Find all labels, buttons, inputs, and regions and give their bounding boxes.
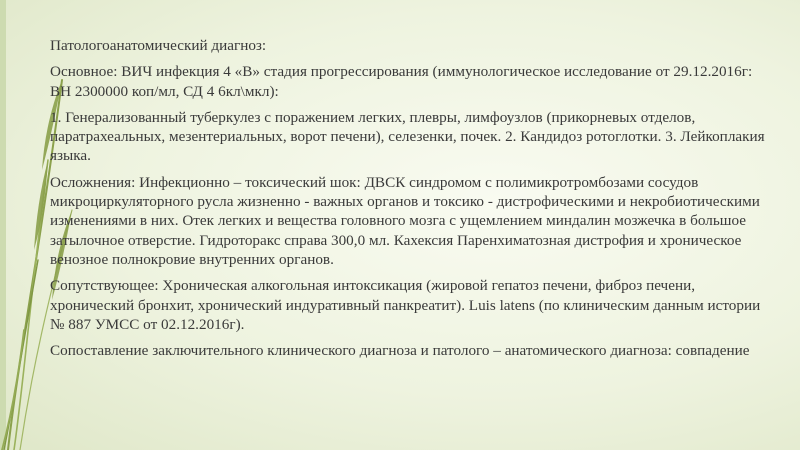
slide-content — [50, 36, 775, 367]
comparison-text: Сопоставление заключительного клинического диагноза и патолого – анатомического диагноза: совпадение — [50, 342, 750, 360]
diagnosis-details-text: 1. Генерализованный туберкулез с поражением легких, плевры, лимфоузлов (прикорневых отделов, паратрахеальных, мезентериальных, ворот печени), селезенки, почек. 2. Кандидоз ротоглотки. 3. Лейкоплакия языка. — [50, 108, 765, 165]
main-diagnosis-text: Основное: ВИЧ инфекция 4 «В» стадия прогрессирования (иммунологическое исследование от 29.12.2016г: ВН 2300000 коп/мл, СД 4 6кл\мкл): — [50, 63, 753, 100]
complications-text: Осложнения: Инфекционно – токсический шок: ДВСК синдромом с полимикротромбозами сосудов микроциркуляторного русла жизненно - важных органов и токсико - дистрофическими и некробиотическими изменениями в них. Отек легких и вещества головного мозга с ущемлением миндалин мозжечка в большое затылочное отверстие. Гидроторакс справа 300,0 мл. Кахексия Паренхиматозная дистрофия и хроническое венозное полнокровие внутренних органов. — [50, 173, 760, 268]
concomitant-text: Сопутствующее: Хроническая алкогольная интоксикация (жировой гепатоз печени, фиброз печени, хронический бронхит, хронический индуративный панкреатит). Luis latens (по клиническим данным истории № 887 УМСС от 02.12.2016г). — [50, 277, 761, 333]
diagnosis-heading: Патологоанатомический диагноз: — [50, 37, 267, 54]
